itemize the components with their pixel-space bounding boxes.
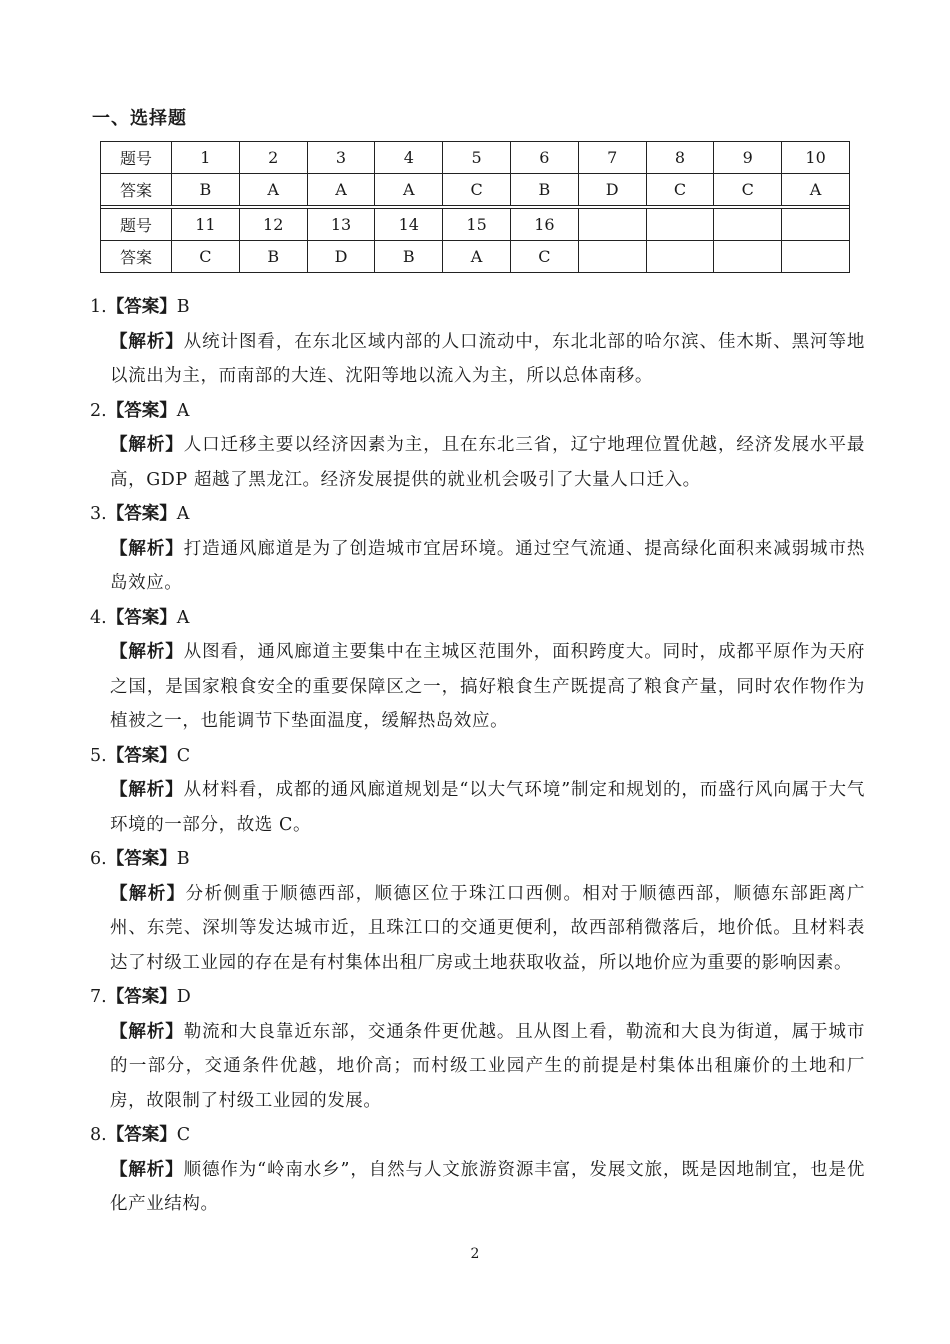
answer-line [90,1118,865,1153]
answer-line [90,601,865,636]
answer-tag: 【答案】 [106,297,177,317]
analysis-tag: 【解析】 [110,883,186,904]
table-row [101,174,850,206]
analysis-body: 打造通风廊道是为了创造城市宜居环境。通过空气流通、提高绿化面积来减弱城市热岛效应。 [110,538,866,593]
analysis-body: 人口迁移主要以经济因素为主，且在东北三省，辽宁地理位置优越，经济发展水平最高，GDP 超越了黑龙江。经济发展提供的就业机会吸引了大量人口迁入。 [110,435,866,490]
table-cell: D [578,174,646,206]
table-cell: 题号 [101,209,172,241]
table-cell: 5 [443,142,511,174]
table-cell: 3 [307,142,375,174]
table-cell: 14 [375,209,443,241]
analysis-text [90,1153,865,1222]
analysis-tag: 【解析】 [110,1021,184,1042]
answer-item [90,1118,865,1222]
table-cell [714,209,782,241]
table-cell: C [172,241,240,273]
section-title: 一、选择题 [92,108,187,129]
answer-line [90,497,865,532]
analysis-tag: 【解析】 [110,331,184,352]
table-cell: 题号 [101,142,172,174]
table-cell: 答案 [101,241,172,273]
table-cell: 11 [172,209,240,241]
item-number: 5. [90,745,107,766]
analysis-tag: 【解析】 [110,538,184,559]
answer-line [90,290,865,325]
answer-line [90,739,865,774]
item-number: 2. [90,400,107,421]
table-cell: C [510,241,578,273]
analysis-text [90,635,865,739]
answer-item [90,394,865,498]
table-cell [646,241,714,273]
answer-value: D [176,987,191,1007]
answer-value: A [176,504,190,524]
answer-item [90,497,865,601]
table-cell: 7 [578,142,646,174]
analysis-text [90,773,865,842]
answer-tag: 【答案】 [106,987,177,1007]
table-cell: A [307,174,375,206]
answer-tag: 【答案】 [106,504,177,524]
table-cell: 1 [172,142,240,174]
answer-tag: 【答案】 [106,849,177,869]
answer-value: B [176,849,190,869]
table-cell: A [239,174,307,206]
table-cell: 16 [510,209,578,241]
table-cell [782,209,850,241]
answer-line [90,980,865,1015]
table-cell: 4 [375,142,443,174]
table-cell: 8 [646,142,714,174]
answer-item [90,601,865,739]
answer-tag: 【答案】 [106,1125,177,1145]
table-cell: C [443,174,511,206]
analysis-body: 从图看，通风廊道主要集中在主城区范围外，面积跨度大。同时，成都平原作为天府之国，是国家粮食安全的重要保障区之一，搞好粮食生产既提高了粮食产量，同时农作物作为植被之一，也能调节下垫面温度，缓解热岛效应。 [110,642,866,731]
table-cell: A [782,174,850,206]
item-number: 8. [90,1125,107,1145]
table-cell: C [714,174,782,206]
table-row [101,142,850,174]
answer-tag: 【答案】 [106,607,177,628]
answer-explanations [90,290,865,1222]
item-number: 7. [90,987,107,1007]
analysis-text [90,1015,865,1119]
analysis-body: 从材料看，成都的通风廊道规划是“以大气环境”制定和规划的，而盛行风向属于大气环境的一部分，故选 C。 [110,780,865,835]
analysis-tag: 【解析】 [110,780,184,800]
table-cell [578,209,646,241]
item-number: 6. [90,849,107,869]
table-cell: C [646,174,714,206]
table-cell: 15 [443,209,511,241]
answer-value: A [176,400,190,421]
table-cell [714,241,782,273]
answer-item [90,980,865,1118]
analysis-body: 从统计图看，在东北区域内部的人口流动中，东北北部的哈尔滨、佳木斯、黑河等地以流出为主，而南部的大连、沈阳等地以流入为主，所以总体南移。 [110,331,866,386]
answer-line [90,842,865,877]
analysis-body: 分析侧重于顺德西部，顺德区位于珠江口西侧。相对于顺德西部，顺德东部距离广州、东莞、深圳等发达城市近，且珠江口的交通更便利，故西部稍微落后，地价低。且材料表达了村级工业园的存在是有村集体出租厂房或土地获取收益，所以地价应为重要的影响因素。 [110,883,865,973]
answer-tag: 【答案】 [106,400,177,421]
answer-item [90,842,865,980]
analysis-text [90,532,865,601]
answer-tag: 【答案】 [106,745,177,766]
table-cell: 9 [714,142,782,174]
item-number: 3. [90,504,107,524]
answer-value: A [176,607,190,628]
page-number: 2 [470,1246,480,1262]
analysis-text [90,325,865,394]
analysis-text [90,877,865,981]
analysis-body: 勒流和大良靠近东部，交通条件更优越。且从图上看，勒流和大良为街道，属于城市的一部分，交通条件优越，地价高；而村级工业园产生的前提是村集体出租廉价的土地和厂房，故限制了村级工业园的发展。 [110,1021,866,1111]
analysis-tag: 【解析】 [110,435,184,455]
analysis-tag: 【解析】 [110,1159,184,1180]
table-cell: 6 [510,142,578,174]
table-row [101,209,850,241]
table-cell: 13 [307,209,375,241]
table-cell [646,209,714,241]
analysis-body: 顺德作为“岭南水乡”，自然与人文旅游资源丰富，发展文旅，既是因地制宜，也是优化产业结构。 [110,1159,865,1214]
item-number: 1. [90,297,107,317]
answer-value: B [176,297,190,317]
answer-value: C [176,1125,191,1145]
table-cell: B [375,241,443,273]
analysis-tag: 【解析】 [110,642,184,662]
table-cell: D [307,241,375,273]
table-cell: B [510,174,578,206]
table-cell: A [375,174,443,206]
table-row [101,241,850,273]
answer-item [90,739,865,843]
table-cell [578,241,646,273]
answer-item [90,290,865,394]
table-cell: 2 [239,142,307,174]
table-cell: B [172,174,240,206]
answer-table-top [100,141,850,206]
answer-line [90,394,865,429]
table-cell: B [239,241,307,273]
table-cell: 答案 [101,174,172,206]
analysis-text [90,428,865,497]
item-number: 4. [90,607,107,628]
table-cell: 10 [782,142,850,174]
table-cell [782,241,850,273]
answer-value: C [176,745,191,766]
answer-table-bottom [100,208,850,273]
table-cell: A [443,241,511,273]
table-cell: 12 [239,209,307,241]
